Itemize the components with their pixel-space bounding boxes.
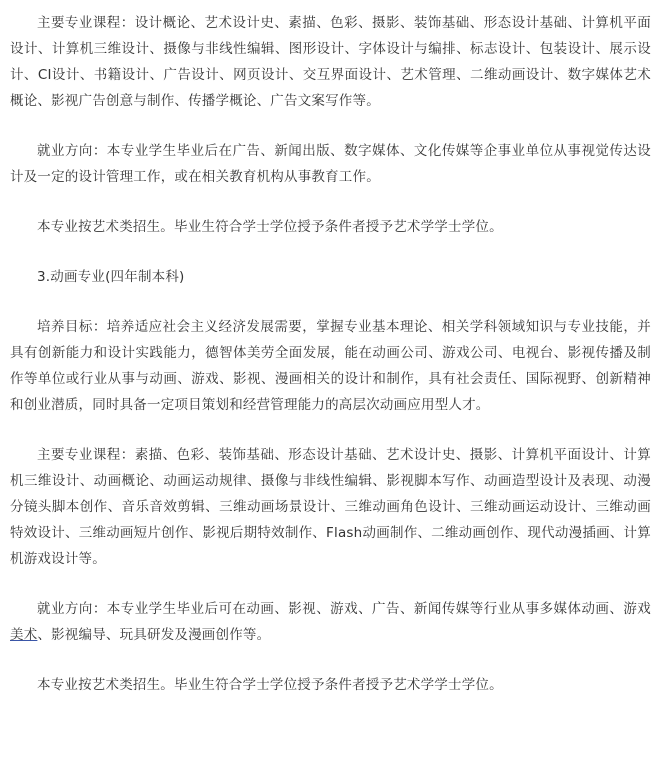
paragraph-gap [0,190,659,214]
art-keyword-link[interactable]: 美术 [10,627,38,643]
paragraph-gap [0,648,659,672]
paragraph-main-courses-design: 主要专业课程：设计概论、艺术设计史、素描、色彩、摄影、装饰基础、形态设计基础、计算机平面设计、计算机三维设计、摄像与非线性编辑、图形设计、字体设计与编排、标志设计、包装设计、展示设计、CI设计、书籍设计、广告设计、网页设计、交互界面设计、艺术管理、二维动画设计、数字媒体艺术概论、影视广告创意与制作、传播学概论、广告文案写作等。 [10,15,651,109]
paragraph-gap [0,572,659,596]
paragraph-main-courses-animation: 主要专业课程：素描、色彩、装饰基础、形态设计基础、艺术设计史、摄影、计算机平面设计、计算机三维设计、动画概论、动画运动规律、摄像与非线性编辑、影视脚本写作、动画造型设计及表现、动漫分镜头脚本创作、音乐音效剪辑、三维动画场景设计、三维动画角色设计、三维动画运动设计、三维动画特效设计、三维动画短片创作、影视后期特效制作、Flash动画制作、二维动画创作、现代动漫插画、计算机游戏设计等。 [10,447,651,567]
section-heading-animation: 3.动画专业(四年制本科) [37,269,185,285]
employment-text-before-link: 就业方向：本专业学生毕业后可在动画、影视、游戏、广告、新闻传媒等行业从事多媒体动画、游戏 [37,601,651,617]
paragraph-gap [0,240,659,264]
paragraph-gap [0,290,659,314]
paragraph-admission-design: 本专业按艺术类招生。毕业生符合学士学位授予条件者授予艺术学学士学位。 [37,219,503,235]
paragraph-admission-animation: 本专业按艺术类招生。毕业生符合学士学位授予条件者授予艺术学学士学位。 [37,677,503,693]
paragraph-gap [0,114,659,138]
paragraph-gap [0,418,659,442]
paragraph-employment-animation [0,596,659,648]
paragraph-employment-design: 就业方向：本专业学生毕业后在广告、新闻出版、数字媒体、文化传媒等企事业单位从事视觉传达设计及一定的设计管理工作，或在相关教育机构从事教育工作。 [10,143,651,185]
employment-text-after-link: 、影视编导、玩具研发及漫画创作等。 [37,627,271,643]
paragraph-training-goal-animation: 培养目标：培养适应社会主义经济发展需要，掌握专业基本理论、相关学科领域知识与专业技能，并具有创新能力和设计实践能力，德智体美劳全面发展，能在动画公司、游戏公司、电视台、影视传播及制作等单位或行业从事与动画、游戏、影视、漫画相关的设计和制作，具有社会责任、国际视野、创新精神和创业潜质，同时具备一定项目策划和经营管理能力的高层次动画应用型人才。 [10,319,651,413]
